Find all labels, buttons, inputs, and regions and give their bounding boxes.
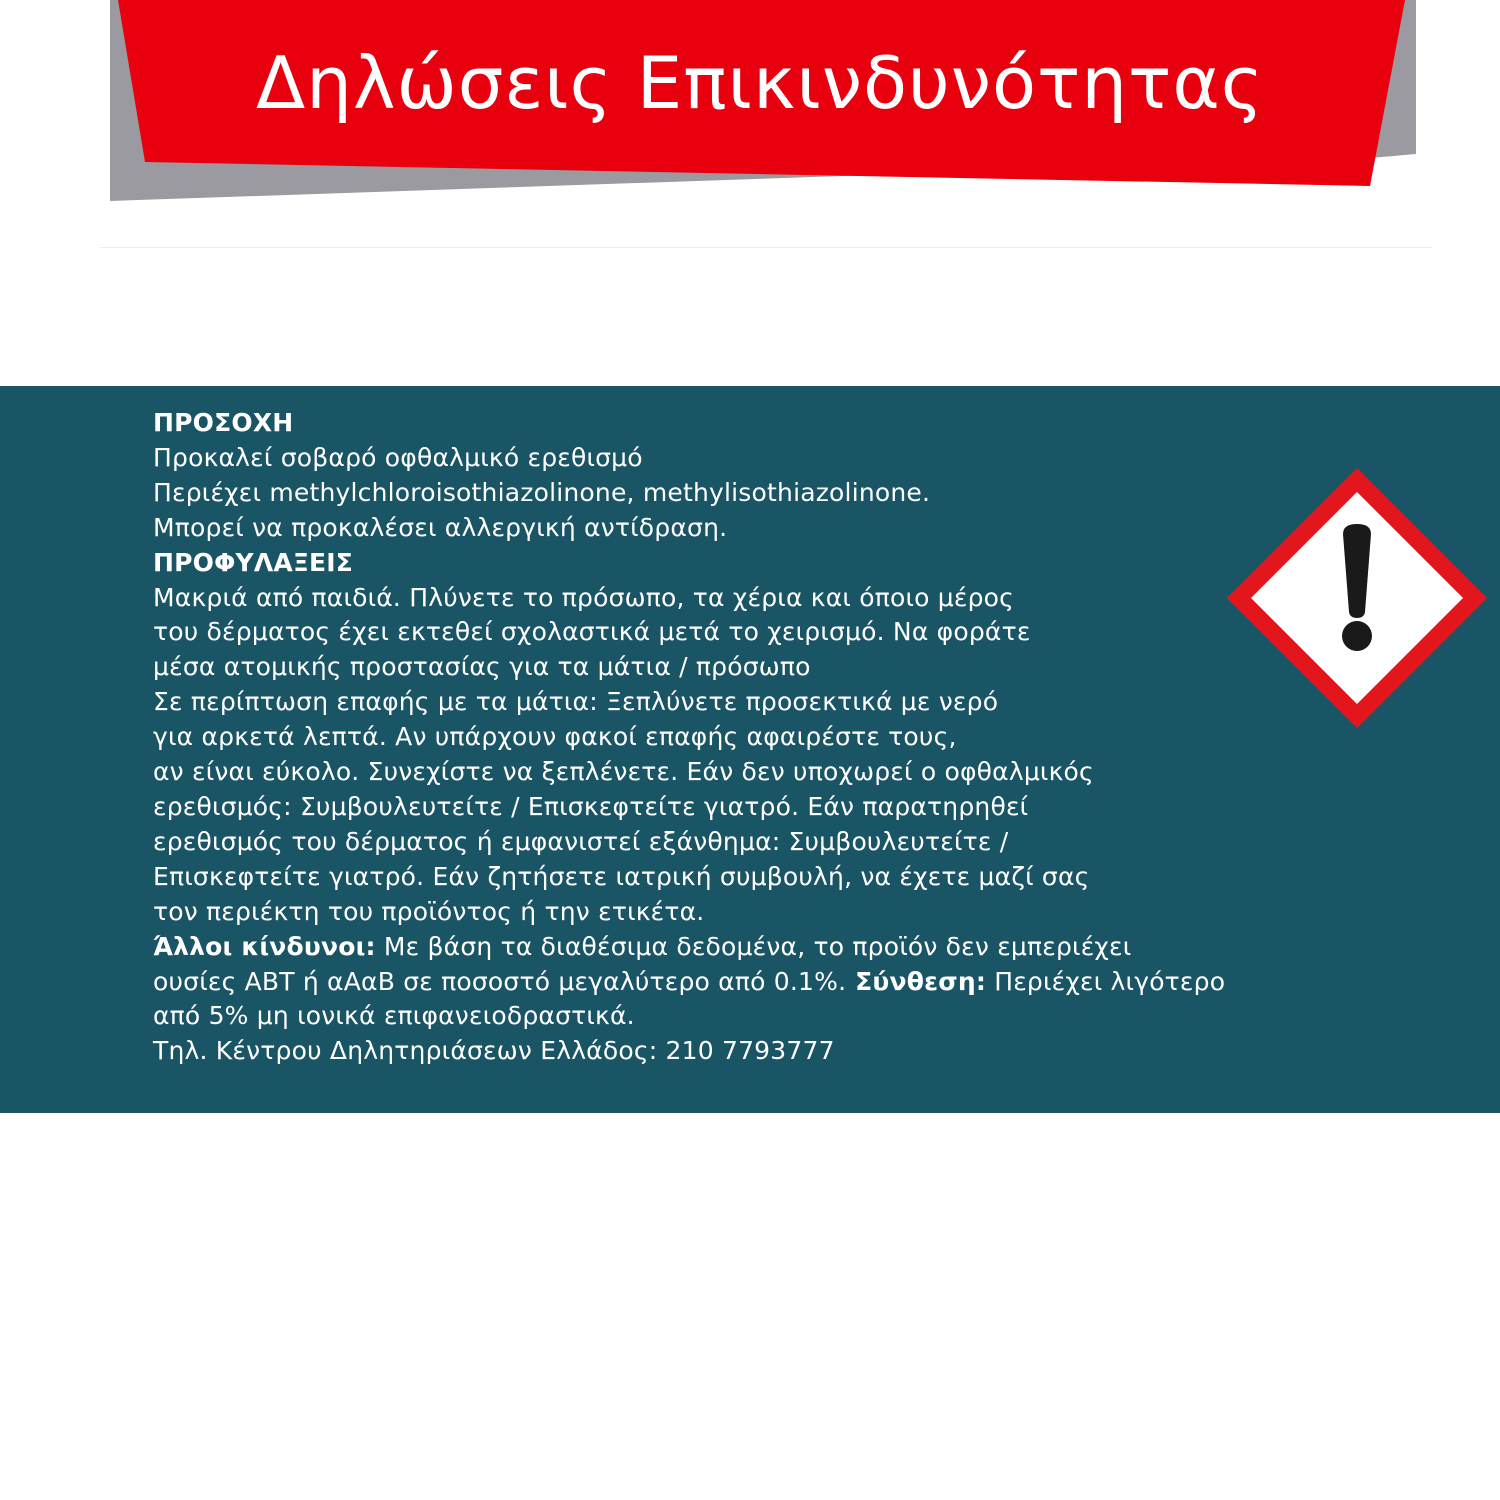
warning-line: Προκαλεί σοβαρό οφθαλμικό ερεθισμό [153, 442, 643, 472]
divider [100, 247, 1432, 248]
page-title: Δηλώσεις Επικινδυνότητας [255, 41, 1265, 125]
precaution-line: Σε περίπτωση επαφής με τα μάτια: Ξεπλύνετε προσεκτικά με νερό [153, 687, 999, 717]
precaution-line: ερεθισμός του δέρματος ή εμφανιστεί εξάνθημα: Συμβουλευτείτε / [153, 826, 1009, 856]
precaution-line: αν είναι εύκολο. Συνεχίστε να ξεπλένετε. Εάν δεν υποχωρεί ο οφθαλμικός [153, 757, 1094, 787]
other-hazards-label: Άλλοι κίνδυνοι: [153, 931, 376, 961]
composition-line-2: από 5% μη ιονικά επιφανειοδραστικά. [153, 1001, 635, 1031]
exclamation-dot [1342, 621, 1372, 651]
precaution-line: Μακριά από παιδιά. Πλύνετε το πρόσωπο, τα χέρια και όποιο μέρος [153, 582, 1015, 612]
warning-heading: ΠΡΟΣΟΧΗ [153, 408, 294, 437]
composition-line [153, 965, 1333, 1000]
other-hazards-text-2: ουσίες ΑΒΤ ή αΑαΒ σε ποσοστό μεγαλύτερο από 0.1%. [153, 966, 847, 996]
hazard-text-block [153, 406, 1333, 1069]
other-hazards-text: Με βάση τα διαθέσιμα δεδομένα, το προϊόν δεν εμπεριέχει [375, 931, 1132, 961]
other-hazards-line [153, 930, 1333, 965]
poison-center-phone: Τηλ. Κέντρου Δηλητηριάσεων Ελλάδος: 210 7793777 [153, 1036, 835, 1066]
precaution-line: τον περιέκτη του προϊόντος ή την ετικέτα. [153, 896, 705, 926]
precaution-line: του δέρματος έχει εκτεθεί σχολαστικά μετά το χειρισμό. Να φοράτε [153, 617, 1031, 647]
warning-line: Μπορεί να προκαλέσει αλλεργική αντίδραση. [153, 512, 728, 542]
precaution-line: για αρκετά λεπτά. Αν υπάρχουν φακοί επαφής αφαιρέστε τους, [153, 722, 957, 752]
precaution-line: μέσα ατομικής προστασίας για τα μάτια / πρόσωπο [153, 652, 811, 682]
precaution-line: Επισκεφτείτε γιατρό. Εάν ζητήσετε ιατρική συμβουλή, να έχετε μαζί σας [153, 861, 1090, 891]
header-banner [0, 0, 1500, 210]
exclamation-mark-hazard-icon [1225, 466, 1489, 730]
composition-label: Σύνθεση: [846, 966, 987, 996]
warning-line: Περιέχει methylchloroisothiazolinone, methylisothiazolinone. [153, 477, 931, 507]
precautions-heading: ΠΡΟΦΥΛΑΞΕΙΣ [153, 547, 354, 577]
composition-text: Περιέχει λιγότερο [986, 966, 1226, 996]
precaution-line: ερεθισμός: Συμβουλευτείτε / Επισκεφτείτε γιατρό. Εάν παρατηρηθεί [153, 791, 1029, 821]
